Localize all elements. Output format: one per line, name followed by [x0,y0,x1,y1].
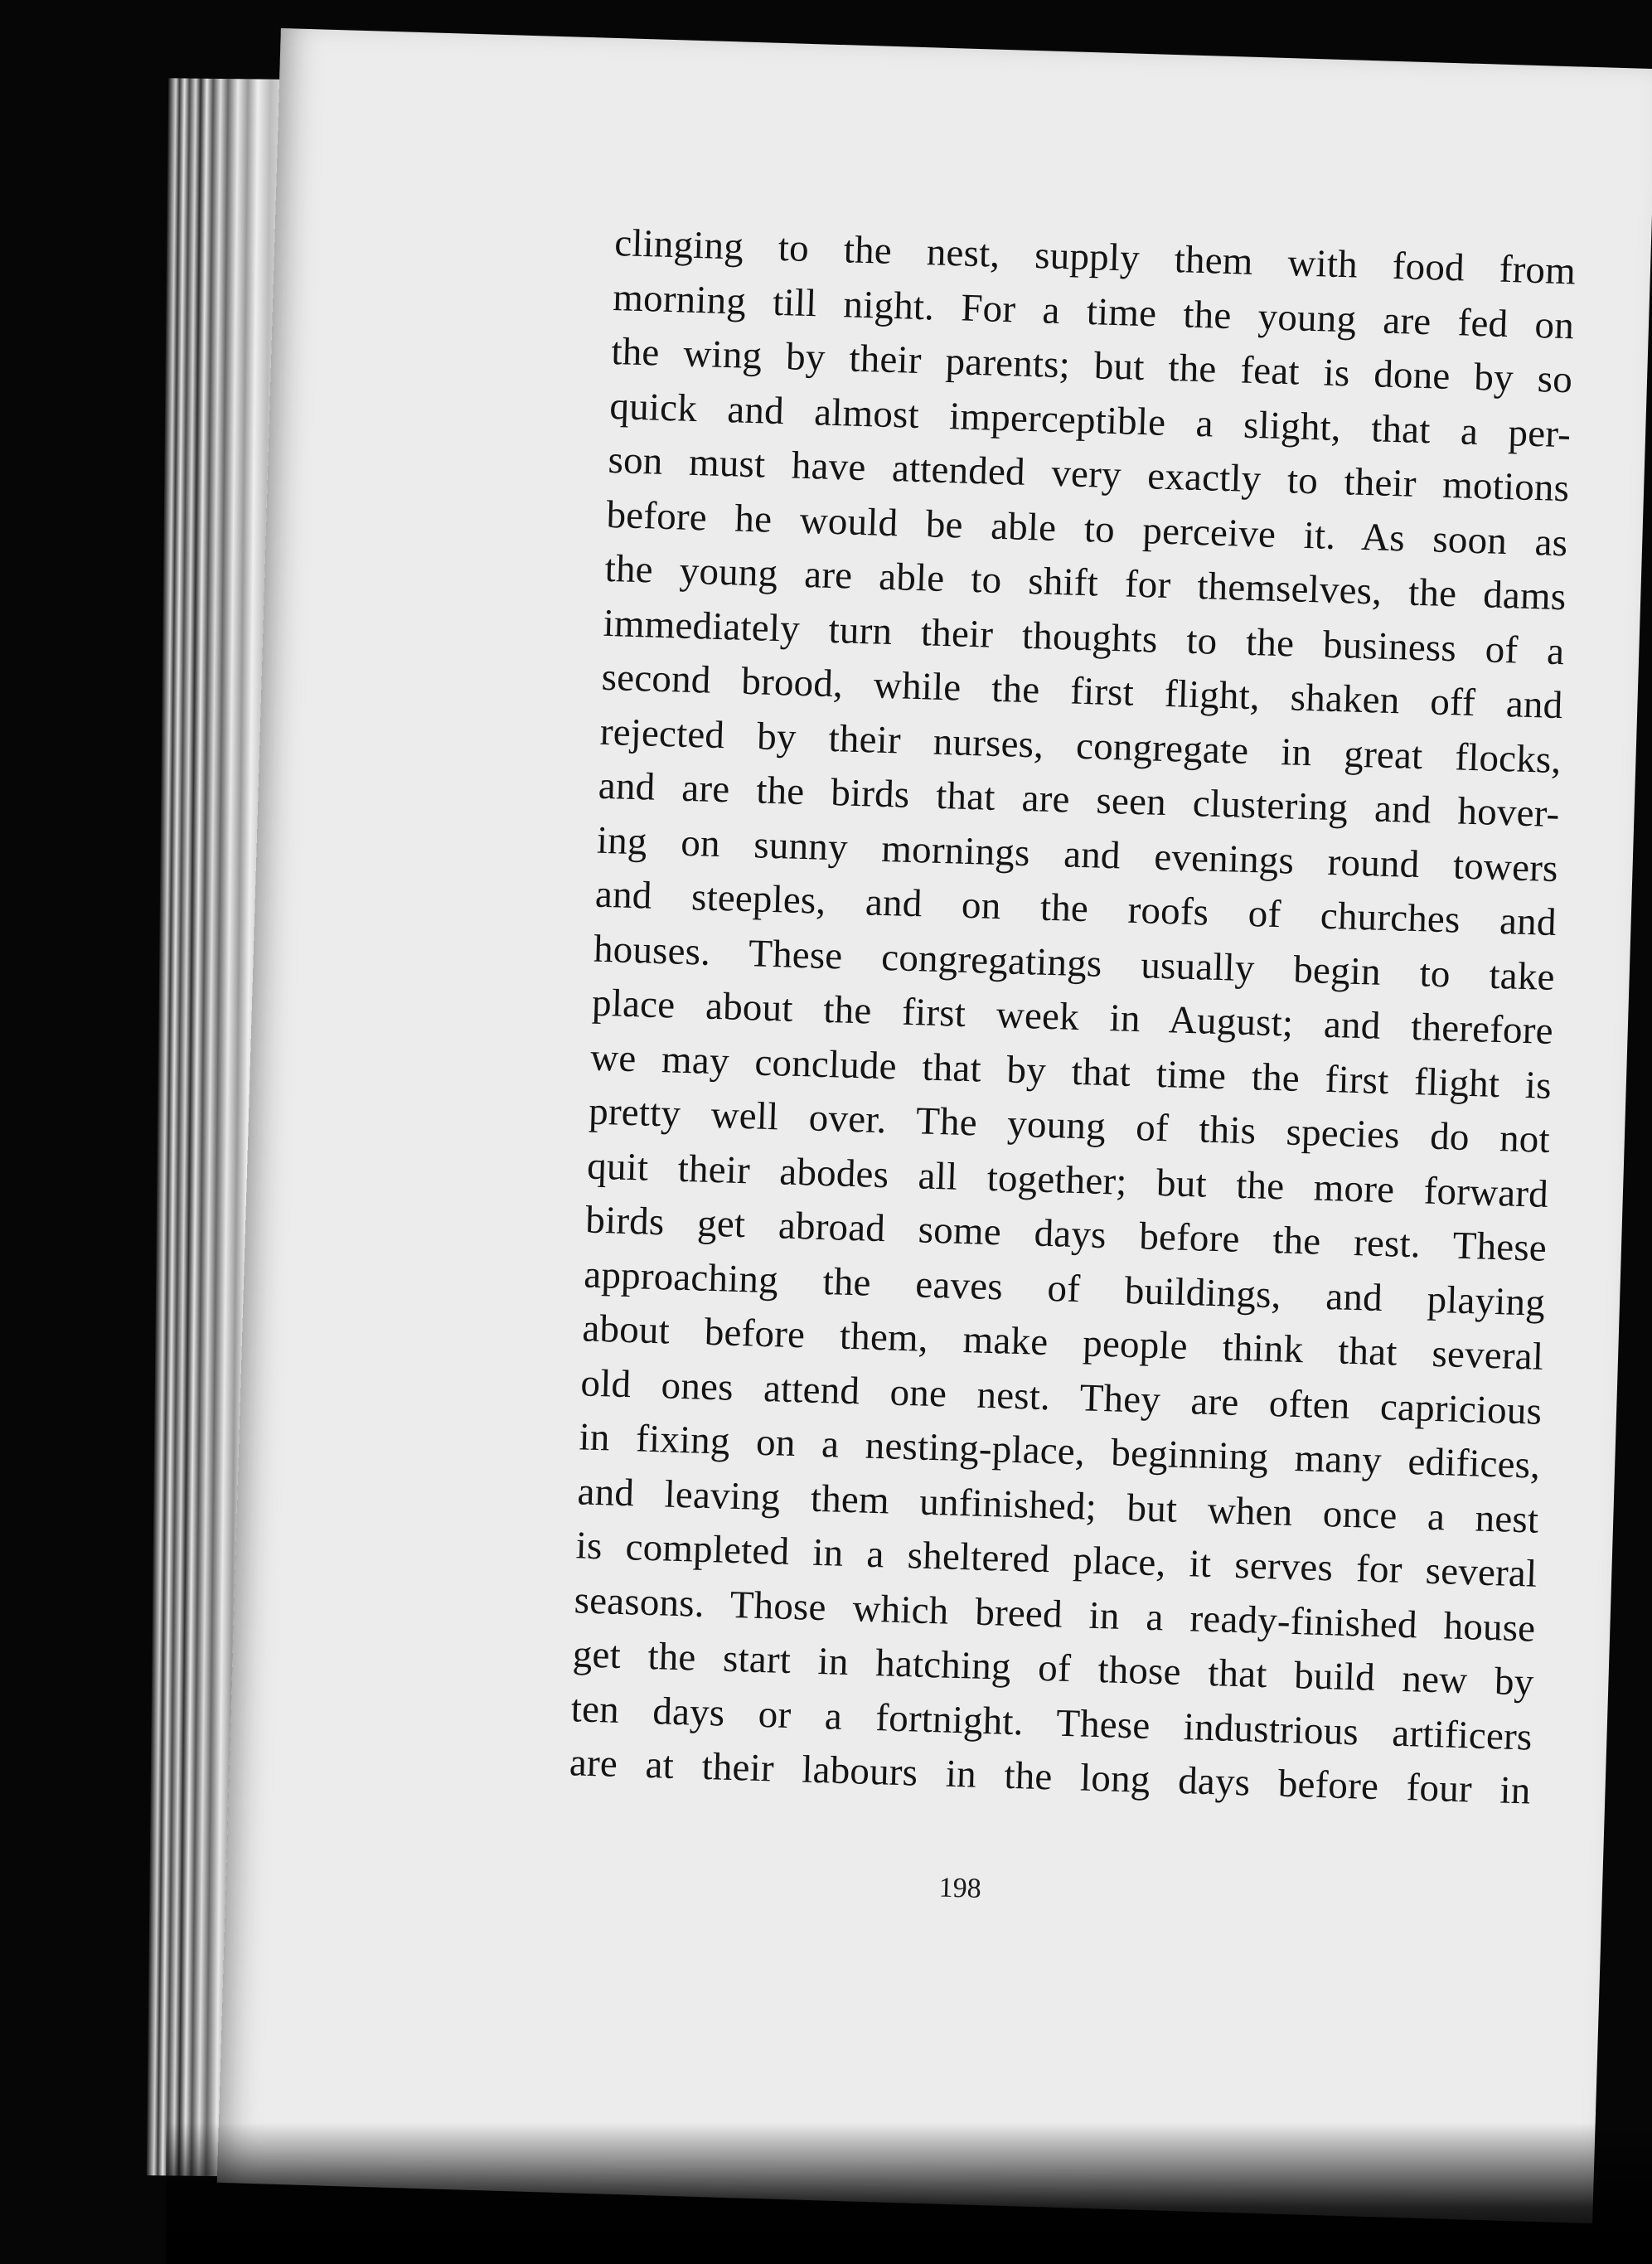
text-line: ten days or a fortnight. These industrious artificers [570,1686,1533,1759]
text-line: immediately turn their thoughts to the business of a [603,601,1566,673]
text-line: we may conclude that by that time the first flight is [589,1035,1553,1108]
text-line: get the start in hatching of those that build new by [572,1632,1535,1704]
text-line: approaching the eaves of buildings, and playing [583,1252,1546,1325]
text-line: seasons. Those which breed in a ready-finished house [574,1578,1537,1651]
text-line: rejected by their nurses, congregate in great flocks, [599,710,1562,782]
text-line: clinging to the nest, supply them with food from [613,221,1577,293]
text-line: quick and almost imperceptible a slight, that a per- [608,384,1572,456]
text-line: ing on sunny mornings and evenings round towers [596,818,1559,890]
text-line: in fixing on a nesting-place, beginning many edifices, [578,1415,1541,1487]
text-line: place about the first week in August; and therefore [591,981,1554,1054]
text-line: pretty well over. The young of this species do not [588,1089,1551,1161]
body-text [569,216,1577,1819]
text-line: about before them, make people think that several [581,1307,1544,1379]
text-line: are at their labours in the long days before four in [569,1741,1532,1813]
text-line: and are the birds that are seen clustering and hover- [598,764,1561,836]
text-line: the wing by their parents; but the feat is done by so [610,329,1573,402]
text-line: before he would be able to perceive it. As soon as [605,492,1568,565]
text-line: is completed in a sheltered place, it serves for several [575,1524,1538,1596]
text-line: morning till night. For a time the young are fed on [612,275,1575,347]
book-page [217,28,1652,2223]
page-number: 198 [938,1872,982,1904]
bottom-shadow [166,2122,1652,2264]
text-line: and steeples, and on the roofs of churches and [594,872,1558,945]
text-line: old ones attend one nest. They are often capricious [579,1360,1543,1433]
text-line: houses. These congregatings usually begin to take [593,927,1556,999]
text-line: quit their abodes all together; but the more forward [586,1144,1549,1216]
text-line: son must have attended very exactly to their motions [607,438,1570,511]
text-line: and leaving them unfinished; but when once a nest [576,1469,1539,1542]
text-line: the young are able to shift for themselves, the dams [603,546,1567,619]
text-line: birds get abroad some days before the rest. These [584,1198,1548,1270]
text-line: second brood, while the first flight, shaken off and [601,655,1564,728]
